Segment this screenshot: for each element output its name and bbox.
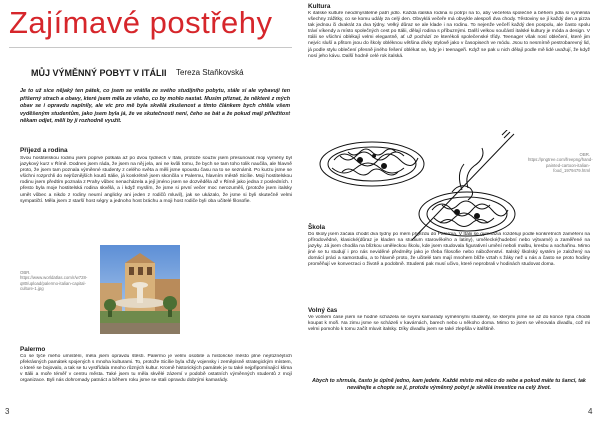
palermo-photo — [100, 245, 180, 334]
page-title: Zajímavé postřehy — [9, 5, 273, 40]
section-heading-palermo: Palermo — [20, 346, 46, 353]
section-text-palermo: Co se týče mého umístění, měla jsem opravdu štěstí. Palermo je velmi osobité a historické město plné nejrůznějších překrásných památek spojených s mnoha kulturami. To, protože Sicílie byla vždy vojensky i zeměpisně strategickým místem, o které se bojovalo, a tak se tu vystřídala mnoho různých kultur. Kromě historických památek je tu také nejpřipomínající klima v Itálii a moře téměř v centru města. Také jsem tu měla skvělé zázemí v podobě ostatních výměnných studentů z mojí organizace. Byli nás dohromady patnáct a během roku jsme se stali opravdu dobrými kamarády. — [20, 354, 292, 384]
closing-statement: Abych to shrnula, často je úplně jedno, kam jedete. Každé místo má něco do sebe a pokud máte tu šanci, tak neváhejte a chopte se jí, protože výměnný pobyt je skvělá investice na celý život. — [312, 378, 586, 391]
page-number-right: 4 — [588, 407, 593, 416]
section-text-arrival: Svou hostitelskou rodinu jsem poprvé potkala až po dvou týdnech v Itálii, protože souživ jsem přesunovat moji výměny byl jazykový kurz v Římě. Dodnes jsem ráda, že jsem na něj jela, ani ne kvůli tomu, že bych se tam toho tolik naučila, ale hlavně proto, že jsem tam poznala výměnné studenty z celého světa a měli jsme spoustu času na to se seznámit. Po kurzu jsme se všichni rozprchli do nejrůznějších koutů Itálie, já konkrétně jsem skončila v Palermu, hlavním městě Sicílie. Moji hostitelskou rodinu jsem předtím poznala z Prahy vůbec nenacházela a její jméno jsem se dozvěděla až v Římě jako jedna z posledních. I přesto byla moje hostitelská rodina skvělá, a i když myslím, že jsme si první večer moc nerozuměli, (protože jsem italsky umět vůbec a nikdo z rodiny neumí anglicky ani jeden z rodičů mluvil), jak se ukázalo, že jsme si byli skutečně velmi sympatičtí. Měla jsem 2 starší host ségry a jednoho host bráchu a moji host rodiče byli oba učitelé filosofie. — [20, 156, 292, 204]
section-heading-arrival: Příjezd a rodina — [20, 147, 68, 154]
section-heading-free-time: Volný čas — [308, 307, 338, 314]
section-text-culture: K italské kultuře neodmyslitelně patří jídlo. Každá italská rodina si potrpí na to, aby večeřela společně a během jídla si vyměnila všechny zážitky, co se komu udály za celý den. Obvyklá večeře má obvykle alespoň dva chody. Těstoviny se jí každý den a pizza tak jednou či dvakrát za dva týdny. Velký důraz se ale klade i na rodinu. To nejenže večeří každý den pospolu, ale často spolu tráví víkendy a místo společných cest po Itálii, dělají rodina s příbuznými. Další velkou součástí italské kultury je móda a design. V Itálii se všichni oblékají velmi elegantně, ať už pochází ze kterékoli společenské třídy. Teenager však nosí oblečení, které jim nejvíc sluší a přitom jsou do školy obléknou většina dívky stylově jako v časopisech ve módu. Jsou to nesmírně pestrobarevný lid, já podle stylu oblečení přesně jiného řešení oblékat se, kdy je i teenageři. Když se pak u nich dělají podle mě lidé uvažují, že když nosí jeho kávu. Další hodně celé rok italská. — [308, 11, 590, 59]
article-author: Tereza Staňkovská — [176, 68, 244, 77]
image-credit: OBR. https://pngtree.com/freepng/hand-painted-cartoon-italian-food_1979479.html — [528, 152, 593, 174]
article-headline: MŮJ VÝMĚNNÝ POBYT V ITÁLII — [31, 68, 167, 78]
article-intro: Je to už sice nějaký ten pátek, co jsem se vrátila ze svého studijního pobytu, stále si ale vybavuji ten příšerný strach a obavy, které jsem měla ze všeho, co by mohlo nastat. Musím přiznat, že některé z mých obav se i opravdu naplnily, ale víc pro mě byla skvělá zkušenost a tímto článkem bych chtěla všem vyděšeným studentům, jako jsem byla já, že ve skutečnosti není, čeho se bát a že pokud mají příležitost někam odjet, měli by ji rozhodně využít. — [20, 88, 290, 125]
pasta-illustration — [312, 130, 522, 248]
section-text-free-time: Ve volném čase jsem se hodně scházela se svými kamarády výměnnými studenty, se kterými jsme se až do konce října chodili koupat k moři. Na zimu jsme se scházeli v kavárnách, barech nebo u někoho doma. Mimo to jsem se věnovala divadlu, což mi velmi pomohlo k tomu začít mluvit italsky. Díky divadlu jsem se také zlepšila v italštině. — [308, 315, 590, 333]
title-divider — [9, 47, 292, 48]
page-number-left: 3 — [5, 407, 10, 416]
section-heading-culture: Kultura — [308, 3, 331, 10]
section-heading-school: Škola — [308, 224, 326, 231]
section-text-school: Do školy jsem začala chodit dva týdny po mém příjezdu do Palerma. V Itálii se gymnázia rozdělují podle konkrétních zaměření na přírodovědné, klasické(důraz je kladen na studium starověkého a latiny), umělecké(hudební nebo výtvarné) a zaměřené na jazyky. Já jsem chodila na blízkou uměleckou školu, kde jsem studovala figurativní umění neboli malbu, kresbu a sochařinu. Mimo jiné se tu studují i pro nás neviděné předměty jako je třeba filosofie nebo náboženství. Italský školský systém je založený na domácí práci a samostudiu, a to hlavně proto, že učitelé tam mají mnohem blíže vztah s žáky než u nás a často se proto hodiny proměňují ve konverzaci o životě a podobně. Studenti pak musí učivo, které neprobrali v hodinách studovat doma. — [308, 232, 590, 268]
photo-credit: OBR. https://www.worldatlas.com/r/w728-q80/upload/palermo-italian-capital-culture-1.jpg — [20, 270, 88, 292]
